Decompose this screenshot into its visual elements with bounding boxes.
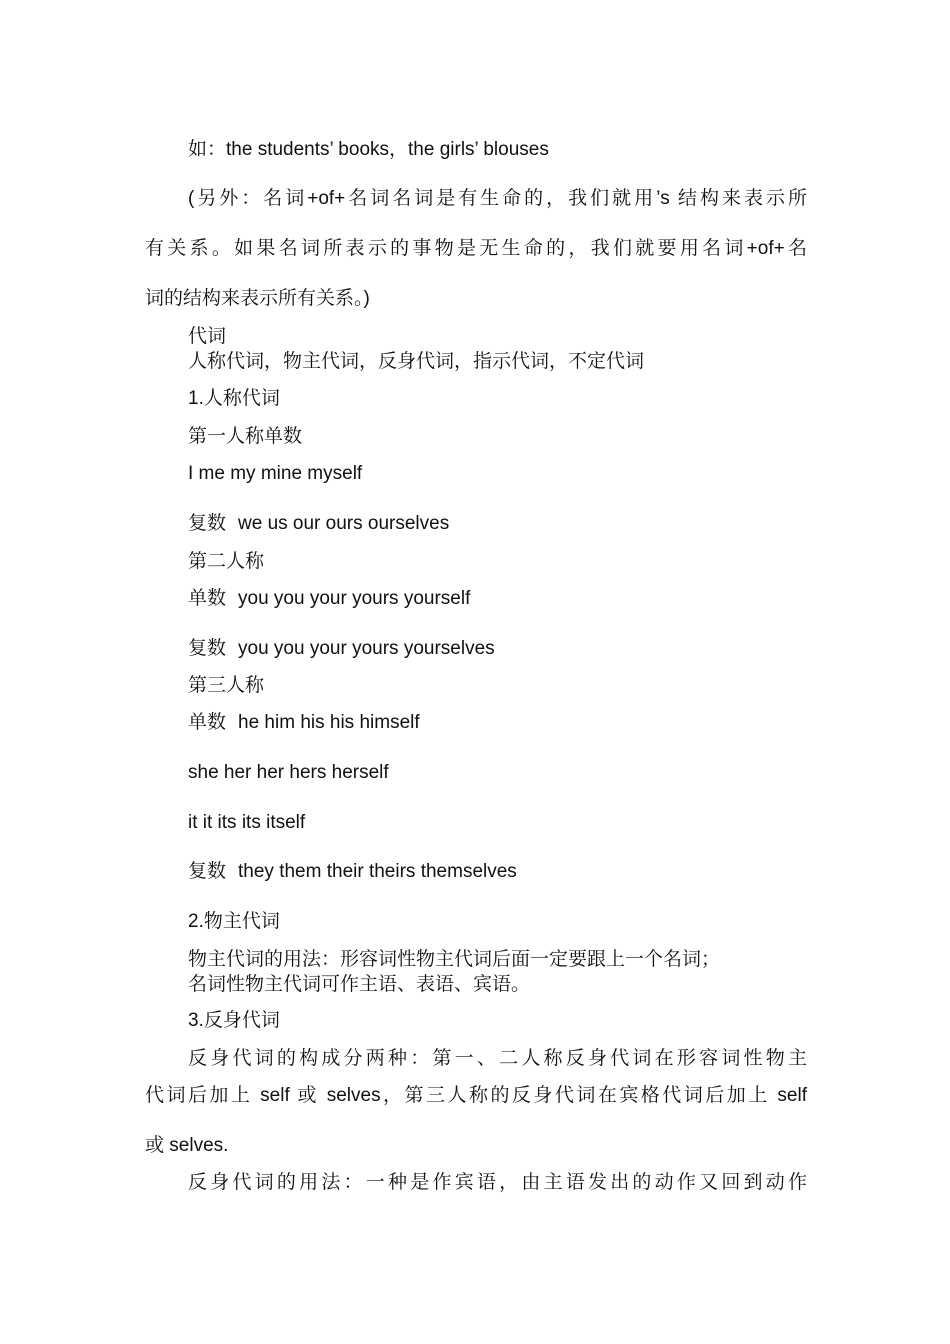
third-person-label: 第三人称	[188, 675, 265, 696]
reflexive-formation-line-3: 或 selves.	[145, 1135, 229, 1156]
personal-heading: 1.人称代词	[188, 388, 280, 409]
possessive-usage-line-1: 物主代词的用法：形容词性物主代词后面一定要跟上一个名词；	[188, 949, 721, 970]
third-singular-it: it it its its itself	[188, 812, 306, 833]
note-line-1: (另外：名词+of+名词名词是有生命的，我们就用’s 结构来表示所	[188, 188, 807, 209]
note-line-2: 有关系。如果名词所表示的事物是无生命的，我们就要用名词+of+名	[145, 238, 807, 259]
third-plural-forms: they them their theirs themselves	[238, 861, 517, 882]
third-plural-label: 复数	[188, 861, 227, 882]
second-singular-label: 单数	[188, 588, 227, 609]
reflexive-heading: 3.反身代词	[188, 1010, 280, 1031]
second-plural-forms: you you your yours yourselves	[238, 638, 495, 659]
second-singular-forms: you you your yours yourself	[238, 588, 471, 609]
section-title: 代词	[188, 326, 227, 347]
first-singular-forms: I me my mine myself	[188, 463, 363, 484]
third-singular-label: 单数	[188, 712, 227, 733]
possessive-usage-line-2: 名词性物主代词可作主语、表语、宾语。	[188, 974, 531, 995]
first-plural-forms: we us our ours ourselves	[238, 513, 450, 534]
third-singular-he: he him his his himself	[238, 712, 420, 733]
third-plural-row	[188, 860, 517, 884]
first-person-label: 第一人称单数	[188, 426, 303, 447]
first-plural-label: 复数	[188, 513, 227, 534]
third-singular-she: she her her hers herself	[188, 762, 389, 783]
second-singular-row	[188, 587, 470, 611]
note-line-3: 词的结构来表示所有关系。)	[145, 288, 370, 309]
first-plural-row	[188, 512, 449, 536]
reflexive-usage-line-1: 反身代词的用法：一种是作宾语，由主语发出的动作又回到动作	[188, 1172, 807, 1193]
second-plural-row	[188, 637, 495, 661]
second-plural-label: 复数	[188, 638, 227, 659]
reflexive-formation-line-1: 反身代词的构成分两种：第一、二人称反身代词在形容词性物主	[188, 1048, 807, 1069]
possessive-heading: 2.物主代词	[188, 911, 280, 932]
pronoun-types: 人称代词，物主代词，反身代词，指示代词，不定代词	[188, 351, 645, 372]
third-singular-row	[188, 711, 420, 735]
example-line: 如：the students’ books，the girls’ blouses	[188, 139, 549, 160]
reflexive-formation-line-2: 代词后加上 self 或 selves，第三人称的反身代词在宾格代词后加上 self	[145, 1085, 807, 1106]
second-person-label: 第二人称	[188, 551, 265, 572]
